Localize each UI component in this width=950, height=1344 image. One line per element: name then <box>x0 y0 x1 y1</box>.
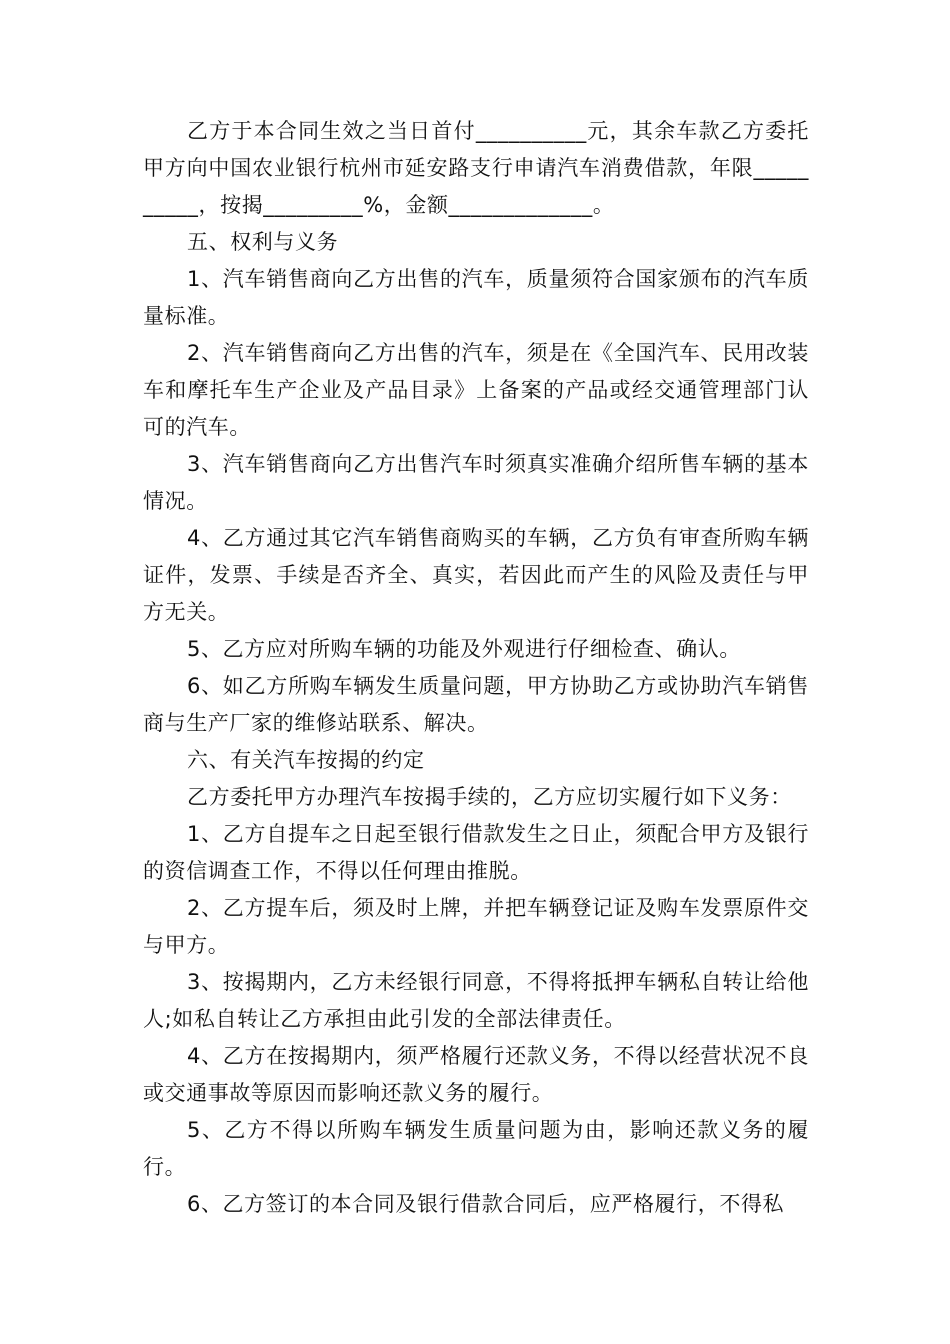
clause-6-2: 2、乙方提车后，须及时上牌，并把车辆登记证及购车发票原件交与甲方。 <box>143 896 809 957</box>
clause-6-1: 1、乙方自提车之日起至银行借款发生之日止，须配合甲方及银行的资信调查工作，不得以任何理由推脱。 <box>143 822 809 883</box>
clause-6-5: 5、乙方不得以所购车辆发生质量问题为由，影响还款义务的履行。 <box>143 1118 809 1179</box>
mortgage-intro: 乙方委托甲方办理汽车按揭手续的，乙方应切实履行如下义务： <box>187 785 792 809</box>
clause-6-3: 3、按揭期内，乙方未经银行同意，不得将抵押车辆私自转让给他人;如私自转让乙方承担由此引发的全部法律责任。 <box>143 970 809 1031</box>
clause-5-1: 1、汽车销售商向乙方出售的汽车，质量须符合国家颁布的汽车质量标准。 <box>143 267 809 328</box>
clause-5-2: 2、汽车销售商向乙方出售的汽车，须是在《全国汽车、民用改装车和摩托车生产企业及产品目录》上备案的产品或经交通管理部门认可的汽车。 <box>143 341 809 439</box>
clause-6-6: 6、乙方签订的本合同及银行借款合同后，应严格履行，不得私 <box>187 1192 785 1216</box>
section-heading-rights-obligations: 五、权利与义务 <box>187 230 339 254</box>
clause-5-5: 5、乙方应对所购车辆的功能及外观进行仔细检查、确认。 <box>187 637 741 661</box>
section-heading-mortgage: 六、有关汽车按揭的约定 <box>187 748 425 772</box>
document-body <box>143 113 809 1223</box>
clause-5-3: 3、汽车销售商向乙方出售汽车时须真实准确介绍所售车辆的基本情况。 <box>143 452 809 513</box>
clause-6-4: 4、乙方在按揭期内，须严格履行还款义务，不得以经营状况不良或交通事故等原因而影响还款义务的履行。 <box>143 1044 809 1105</box>
clause-5-6: 6、如乙方所购车辆发生质量问题，甲方协助乙方或协助汽车销售商与生产厂家的维修站联系、解决。 <box>143 674 809 735</box>
clause-5-4: 4、乙方通过其它汽车销售商购买的车辆，乙方负有审查所购车辆证件，发票、手续是否齐全、真实，若因此而产生的风险及责任与甲方无关。 <box>143 526 809 624</box>
paragraph-down-payment: 乙方于本合同生效之当日首付__________元，其余车款乙方委托甲方向中国农业银行杭州市延安路支行申请汽车消费借款，年限__________，按揭_________%，金额_____________。 <box>143 119 809 217</box>
